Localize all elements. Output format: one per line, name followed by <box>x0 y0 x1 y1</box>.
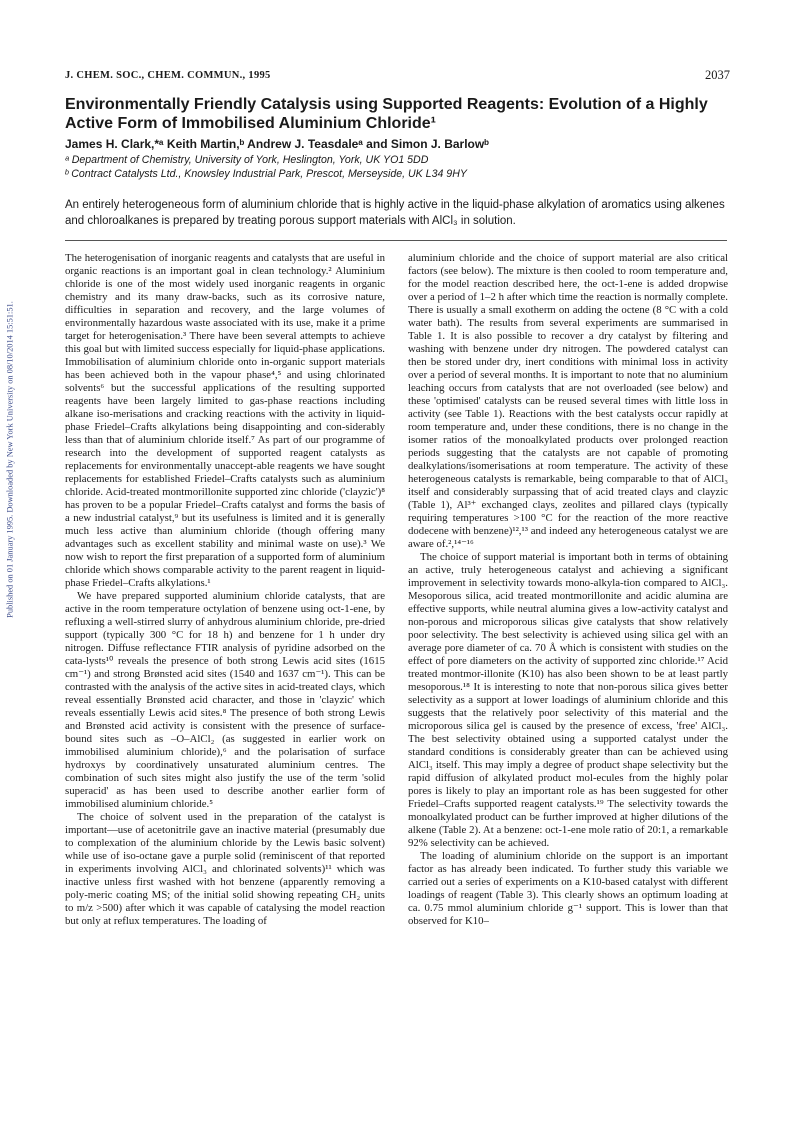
header-divider <box>65 240 727 241</box>
affiliation-a: ᵃ Department of Chemistry, University of York, Heslington, York, UK YO1 5DD <box>65 154 429 166</box>
right-column <box>408 252 728 928</box>
paragraph: The choice of support material is important both in terms of obtaining an active, truly heterogeneous catalyst and achieving a significant improvement in selectivity towards mono-alkyla-tion compared to AlCl₃. Mesoporous silica, acid treated montmorillonite and acidic alumina are effective supports, while neutral alumina gives a low-activity catalyst and non-porous and microporous silicas give catalysts that show relatively poor selectivity. The best selectivity is achieved using silica gel with an average pore diameter of ca. 70 Å which is consistent with studies on the effect of pore diameters on the activity of supported zinc chloride.¹⁷ Acid treated montmor-illonite (K10) has also been shown to be at least partly mesoporous.¹⁸ It is interesting to note that non-porous silica gives better selectivity as a support at lower loadings of aluminium chloride and this suggests that the relatively poor selectivity of this material and the microporous silica gel is caused by the presence of excess, 'free' AlCl₃. The best selectivity obtained using a supported catalyst under the standard conditions is considerably greater than can be achieved using AlCl₃ itself. This may imply a degree of product shape selectivity but the rapid diffusion of alkylated product mol-ecules from the highly polar pores is likely to play an important role as has been suggested for other Friedel–Crafts supported reagent catalysts.¹⁹ The selectivity towards the monoalkylated product can be further improved at higher dilutions of the alkene (Table 2). At a benzene: oct-1-ene mole ratio of 20:1, a remarkable 92% selectivity can be achieved. <box>408 551 728 849</box>
paragraph: aluminium chloride and the choice of support material are also critical factors (see below). The mixture is then cooled to room temperature and, for the model reaction described here, the oct-1-ene is added dropwise over a period of 1–2 h after which time the reaction is normally complete. There is usually a small exotherm on adding the octene (8 °C with a cold water bath). The results from several experiments are summarised in Table 1. It is also possible to recover a dry catalyst by filtering and washing with benzene under dry nitrogen. The powdered catalyst can then be stored under dry, inert conditions with minimal loss in activity over a period of several months. It is important to note that no aluminium leaching occurs from catalysts that are not overloaded (see below) and these 'optimised' catalysts can be reused several times with little loss in activity (see Table 1). Reactions with the best catalysts occur rapidly at room temperature and, under these conditions, there is no change in the isomer ratios of the monoalkylated products over prolonged reaction periods suggesting that the catalysts are not capable of promoting dealkylations/isomerisations at room temperature. The activity of these heterogeneous catalysts is remarkable, being comparable to that of AlCl₃ itself and considerably surpassing that of acid treated clays and clayzic (Table 1), Al³⁺ exchanged clays, zeolites and pillared clays (typically requiring temperatures >100 °C for the reaction of the more reactive dodecene with benzene)¹²,¹³ and indeed any heterogeneous catalyst we are aware of.²,¹⁴⁻¹⁶ <box>408 252 728 550</box>
paragraph: The heterogenisation of inorganic reagents and catalysts that are useful in organic reactions is an important goal in clean technology.² Aluminium chloride is one of the most widely used inorganic reagents in organic chemistry and its many draw-backs, such as its corrosive nature, difficulties in separation and recovery, and the large volumes of environmentally hazardous waste associated with its use, make it a prime target for heterogenisation.³ There have been several attempts to achieve this goal but with limited success especially for liquid-phase applications. Immobilisation of aluminium chloride onto in-organic support materials has been achieved both in the vapour phase⁴,⁵ and using chlorinated solvents⁶ but the successful applications of the resulting supported reagents have been largely limited to gas-phase reactions including alkane iso-merisations and cracking reactions with the activity in liquid-phase Friedel–Crafts alkylations being disappointing and con-siderably less than that of aluminium chloride itself.⁷ As part of our programme of research into the development of supported reagent catalysts as replacements for environmentally unaccept-able reagents we have sought replacements for established Friedel–Crafts catalysts such as aluminium chloride. Acid-treated montmorillonite supported zinc chloride ('clayzic')⁸ has proven to be a popular Friedel–Crafts catalyst and forms the basis of a new industrial catalyst,⁹ but its usefulness is limited and it is generally much less active than aluminium chloride (though offering many advantages such as excellent stability and minimal waste on use).³ We now wish to report the first preparation of a supported form of aluminium chloride which shows comparable activity to the parent reagent in liquid-phase Friedel–Crafts alkylations.¹ <box>65 252 385 589</box>
article-title: Environmentally Friendly Catalysis using Supported Reagents: Evolution of a Highly Active Form of Immobilised Aluminium Chloride¹ <box>65 96 708 132</box>
abstract: An entirely heterogeneous form of aluminium chloride that is highly active in the liquid-phase alkylation of aromatics using alkenes and chloroalkanes is prepared by treating porous support materials with AlCl₃ in solution. <box>65 199 725 227</box>
page-number: 2037 <box>705 68 730 82</box>
paragraph: We have prepared supported aluminium chloride catalysts, that are active in the room temperature octylation of benzene using oct-1-ene, by refluxing a well-stirred slurry of anhydrous aluminium chloride, pre-dried support (typically 300 °C for 18 h) and benzene for 1 h under dry nitrogen. Diffuse reflectance FTIR analysis of pyridine adsorbed on the cata-lysts¹⁰ reveals the presence of both strong Lewis acid sites (1615 cm⁻¹) and strong Brønsted acid sites (1540 and 1637 cm⁻¹). This can be contrasted with the analysis of the active sites in acid-treated clays, which reveal essentially Brønsted acid character, and those in 'clayzic' which reveals essentially Lewis acid sites.⁸ The presence of both strong Lewis and Brønsted acid activity is consistent with the presence of surface-bound sites such as –O–AlCl₂ (as suggested in earlier work on immobilised aluminium chloride),⁶ and the polarisation of surface hydroxys by coordinatively unsaturated aluminium centres. The combination of such sites might also justify the use of the term 'solid superacid' as has been used to describe another earlier form of immobilised aluminium chloride.⁵ <box>65 590 385 810</box>
download-notice: Published on 01 January 1995. Downloaded by New York University on 08/10/2014 15:51:51. <box>5 301 15 618</box>
author-list: James H. Clark,*ᵃ Keith Martin,ᵇ Andrew J. Teasdaleᵃ and Simon J. Barlowᵇ <box>65 137 489 151</box>
paragraph: The choice of solvent used in the preparation of the catalyst is important—use of acetonitrile gave an inactive material (presumably due to complexation of the aluminium chloride by the Lewis basic solvent) while use of iso-octane gave a purple solid (reminiscent of that reported in experiments involving AlCl₃ and chlorinated solvents)¹¹ which was inactive unless first washed with hot benzene (apparently removing a poly-meric coating MS; of the initial solid showing repeating CH₂ units to m/z >500) after which it was capable of catalysing the model reaction but only at reflux temperatures. The loading of <box>65 811 385 927</box>
affiliation-b: ᵇ Contract Catalysts Ltd., Knowsley Industrial Park, Prescot, Merseyside, UK L34 9HY <box>65 168 467 180</box>
paragraph: The loading of aluminium chloride on the support is an important factor as has already been indicated. To further study this variable we carried out a series of experiments on a K10-based catalyst with different loadings of reagent (Table 3). This clearly shows an optimum loading at ca. 0.75 mmol aluminium chloride g⁻¹ support. This is lower than that observed for K10– <box>408 850 728 927</box>
left-column <box>65 252 385 928</box>
journal-header: J. CHEM. SOC., CHEM. COMMUN., 1995 <box>65 70 271 81</box>
download-watermark <box>2 240 18 670</box>
